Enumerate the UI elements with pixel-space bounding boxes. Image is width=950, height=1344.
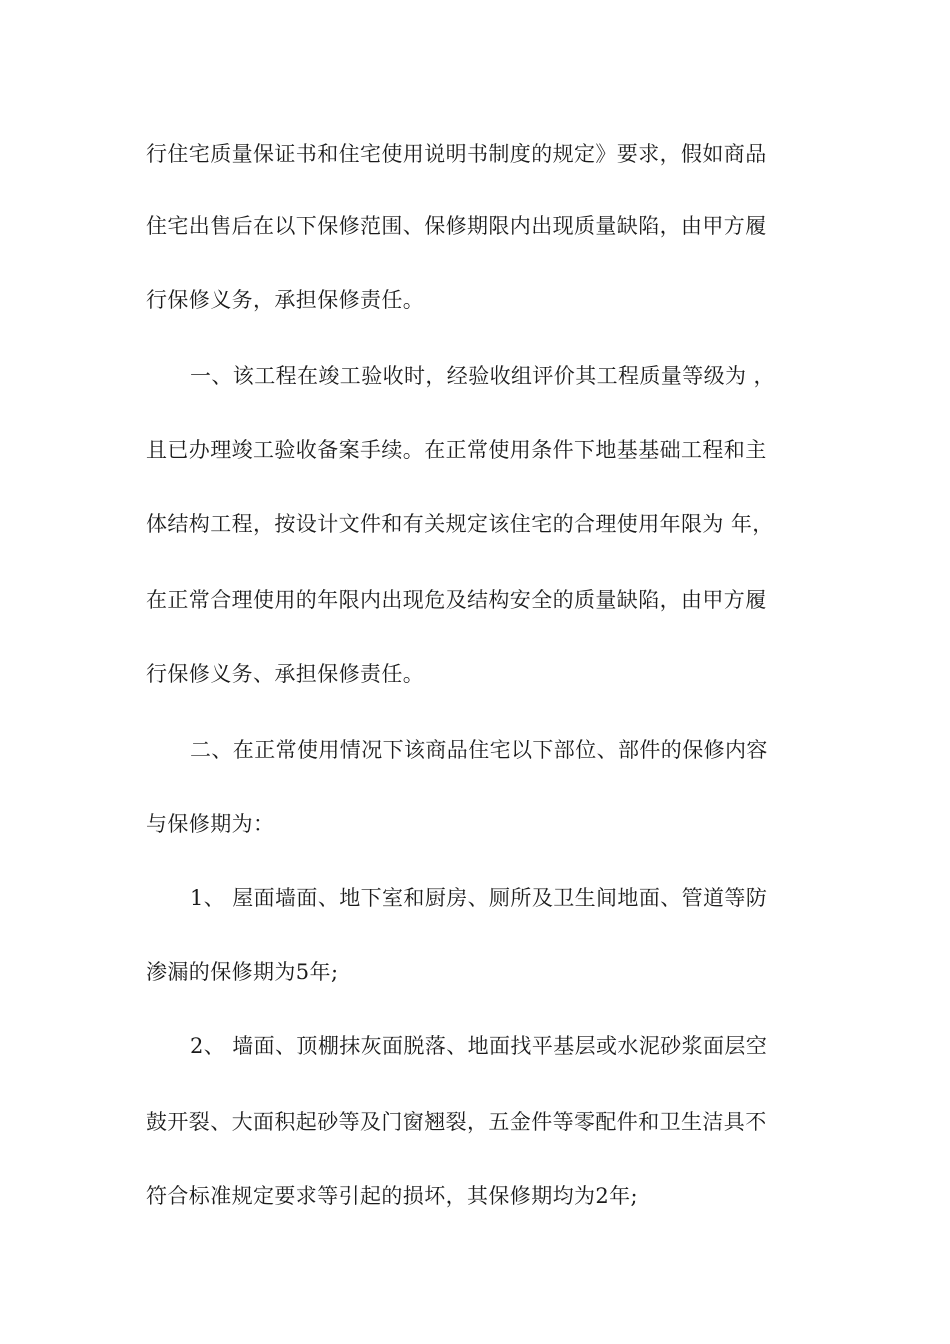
text-line: 符合标准规定要求等引起的损坏，其保修期均为2年; bbox=[146, 1184, 639, 1208]
text-line: 且已办理竣工验收备案手续。在正常使用条件下地基基础工程和主 bbox=[146, 438, 767, 462]
text-line: 一、该工程在竣工验收时，经验收组评价其工程质量等级为 ， bbox=[190, 364, 775, 388]
text-line: 行住宅质量保证书和住宅使用说明书制度的规定》要求，假如商品 bbox=[146, 142, 767, 166]
text-line: 2、 墙面、顶棚抹灰面脱落、地面找平基层或水泥砂浆面层空 bbox=[190, 1034, 768, 1058]
text-line: 在正常合理使用的年限内出现危及结构安全的质量缺陷，由甲方履 bbox=[146, 588, 767, 612]
text-line: 行保修义务、承担保修责任。 bbox=[146, 662, 425, 686]
text-line: 二、在正常使用情况下该商品住宅以下部位、部件的保修内容 bbox=[190, 738, 768, 762]
text-line: 住宅出售后在以下保修范围、保修期限内出现质量缺陷，由甲方履 bbox=[146, 214, 767, 238]
text-line: 渗漏的保修期为5年; bbox=[146, 960, 339, 984]
text-line: 行保修义务，承担保修责任。 bbox=[146, 288, 425, 312]
text-line: 体结构工程，按设计文件和有关规定该住宅的合理使用年限为 年， bbox=[146, 512, 774, 536]
text-line: 1、 屋面墙面、地下室和厨房、厕所及卫生间地面、管道等防 bbox=[190, 886, 768, 910]
text-line: 与保修期为： bbox=[146, 812, 275, 836]
text-line: 鼓开裂、大面积起砂等及门窗翘裂，五金件等零配件和卫生洁具不 bbox=[146, 1110, 767, 1134]
